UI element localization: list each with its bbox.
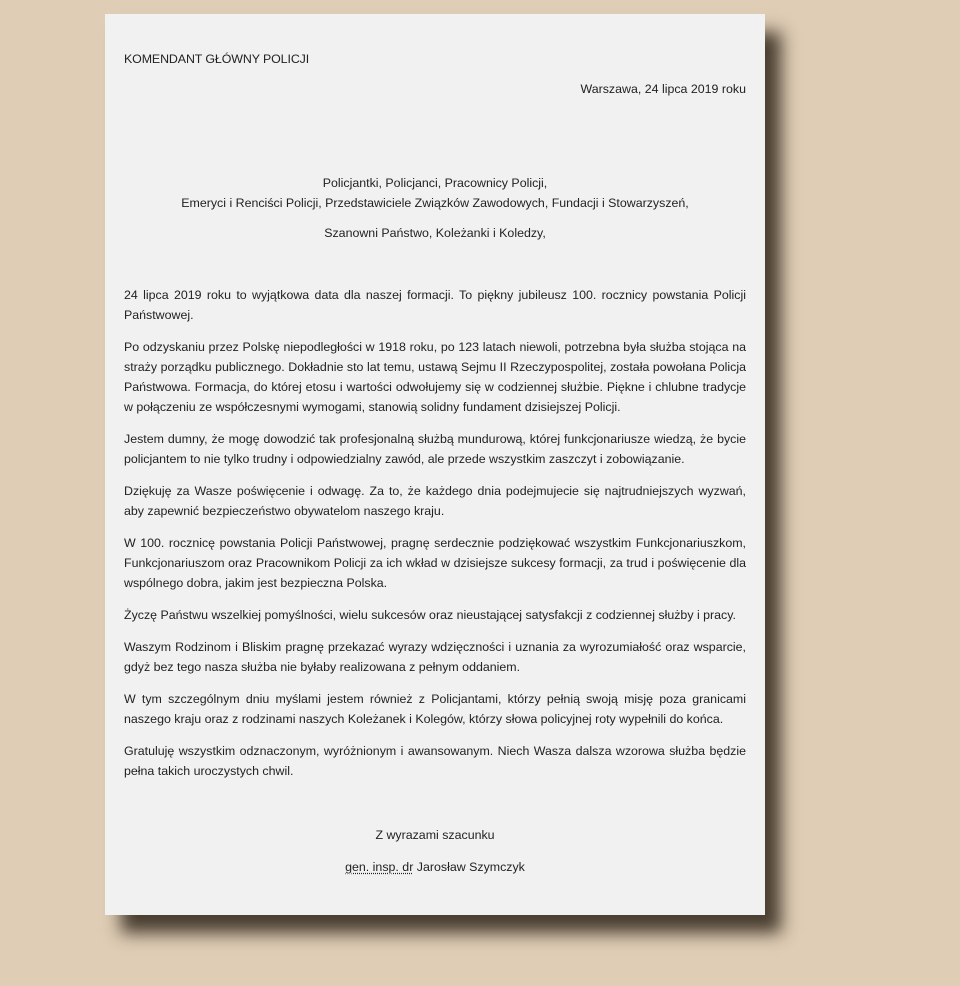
addressee-line: Policjantki, Policjanci, Pracownicy Policji, — [322, 176, 548, 190]
signature — [124, 857, 746, 877]
letter-page — [105, 14, 765, 915]
body-paragraph: Po odzyskaniu przez Polskę niepodległości w 1918 roku, po 123 latach niewoli, potrzebna była służba stojąca na straży porządku publicznego. Dokładnie sto lat temu, ustawą Sejmu II Rzeczypospolitej, została powołana Policja Państwowa. Formacja, do której etosu i wartości odwołujemy się w codziennej służbie. Piękne i chlubne tradycje w połączeniu ze współczesnymi wymogami, stanowią solidny fundament dzisiejszej Policji. — [124, 340, 746, 414]
body-paragraph: Waszym Rodzinom i Bliskim pragnę przekazać wyrazy wdzięczności i uznania za wyrozumiałość oraz wsparcie, gdyż bez tego nasza służba nie byłaby realizowana z pełnym oddaniem. — [124, 640, 746, 674]
place-date: Warszawa, 24 lipca 2019 roku — [580, 82, 746, 96]
signature-name: Jarosław Szymczyk — [416, 860, 525, 874]
addressees — [124, 173, 746, 213]
salutation: Szanowni Państwo, Koleżanki i Koledzy, — [324, 226, 546, 240]
body-paragraph: Dziękuję za Wasze poświęcenie i odwagę. Za to, że każdego dnia podejmujecie się najtrudniejszych wyzwań, aby zapewnić bezpieczeństwo obywatelom naszego kraju. — [124, 484, 746, 518]
body-paragraph: Jestem dumny, że mogę dowodzić tak profesjonalną służbą mundurową, której funkcjonariusze wiedzą, że bycie policjantem to nie tylko trudny i odpowiedzialny zawód, ale przede wszystkim zaszczyt i zobowiązanie. — [124, 432, 746, 466]
body-paragraph: Gratuluję wszystkim odznaczonym, wyróżnionym i awansowanym. Niech Wasza dalsza wzorowa służba będzie pełna takich uroczystych chwil. — [124, 744, 746, 778]
body-paragraph: W 100. rocznicę powstania Policji Państwowej, pragnę serdecznie podziękować wszystkim Funkcjonariuszkom, Funkcjonariuszom oraz Pracownikom Policji za ich wkład w dzisiejsze sukcesy formacji, za trud i poświęcenie dla wspólnego dobra, jakim jest bezpieczna Polska. — [124, 536, 746, 590]
letter-body — [124, 285, 746, 781]
signature-title: gen. insp. dr — [345, 860, 414, 874]
body-paragraph: Życzę Państwu wszelkiej pomyślności, wielu sukcesów oraz nieustającej satysfakcji z codziennej służby i pracy. — [124, 608, 736, 622]
addressee-line: Emeryci i Renciści Policji, Przedstawiciele Związków Zawodowych, Fundacji i Stowarzyszeń, — [181, 196, 689, 210]
body-paragraph: W tym szczególnym dniu myślami jestem również z Policjantami, którzy pełnią swoją misję poza granicami naszego kraju oraz z rodzinami naszych Koleżanek i Kolegów, którzy słowa policyjnej roty wypełnili do końca. — [124, 692, 746, 726]
issuer-heading: KOMENDANT GŁÓWNY POLICJI — [124, 52, 310, 66]
closing-phrase: Z wyrazami szacunku — [375, 828, 495, 842]
body-paragraph: 24 lipca 2019 roku to wyjątkowa data dla naszej formacji. To piękny jubileusz 100. rocznicy powstania Policji Państwowej. — [124, 288, 746, 322]
